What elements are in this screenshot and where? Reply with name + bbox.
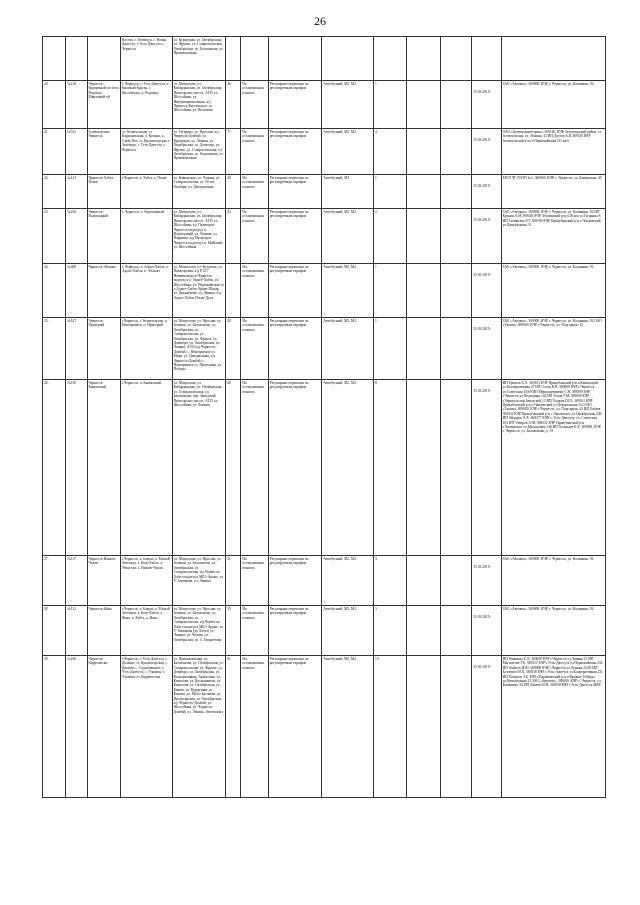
route-streets-text: ул. Матросова, ул. Ярослав, ул. Зеленая, ул. Балахонова, ул. Октябрьская, ул. Ставропольская, ул. Октябрьская, ул. Фрунзе, ул. Доватора, ул. Октябрьская, ул. Ленина, А155 а/д Черкесск-Домбай, с. Новоэркенск ул. Мира, ул. Центральная, а/д Черкесск-Домбай, с. Новоэркенск ул. Пригорная, ул. Победы xyxy=(173,319,223,372)
start-date xyxy=(472,264,501,318)
row-number xyxy=(43,380,66,556)
route-stops-text: г.Черкесск, а. Бавуко, а. Малый Зеленчук, а. Кош-Хабль, а. Увскутан, а. Ижмов-Чуяли xyxy=(121,557,170,570)
route-length xyxy=(226,380,241,556)
vehicle-class-text: 1 xyxy=(375,82,377,86)
row-number xyxy=(43,556,66,606)
route-reg-number xyxy=(66,129,87,175)
vehicle-class-text: 10 xyxy=(375,657,379,661)
vehicle-type xyxy=(322,656,374,798)
route-length-text: 20 xyxy=(227,319,231,323)
boarding-order xyxy=(241,209,268,264)
vehicle-class xyxy=(374,264,407,318)
start-date-text: 15.03.2017г xyxy=(473,217,491,222)
vehicle-type xyxy=(322,129,374,175)
start-date xyxy=(472,656,501,798)
row-number-text: 28 xyxy=(44,607,48,611)
carrier-info xyxy=(501,656,605,798)
vehicle-count xyxy=(407,209,440,264)
tariff-type xyxy=(268,37,322,81)
vehicle-type xyxy=(322,264,374,318)
row-number xyxy=(43,318,66,380)
carrier-info xyxy=(501,37,605,81)
vehicle-type-text: Автобусный, М2, М3, xyxy=(323,381,357,385)
vehicle-class-text: 3 xyxy=(375,607,377,611)
vehicle-count xyxy=(407,37,440,81)
route-reg-number xyxy=(66,656,87,798)
route-stops xyxy=(120,175,172,209)
boarding-order-text: На остановочных пунктах xyxy=(242,176,265,189)
page-number: 26 xyxy=(314,14,326,28)
route-streets-text: ул. Кавказская, ул. Ленина, ул. Ставропольская, ул. 50 лет Октября, ул. Центральная xyxy=(173,176,221,189)
tariff-type-text: Регулярные перевозки по регулируемым тарифам xyxy=(269,82,309,91)
start-date xyxy=(472,318,501,380)
boarding-order-text: На остановочных пунктах xyxy=(242,130,265,143)
route-length xyxy=(226,656,241,798)
tariff-type xyxy=(268,318,322,380)
boarding-order xyxy=(241,556,268,606)
route-name-text: Черкесск-Кавказский xyxy=(88,381,107,390)
route-stops-text: г.Черкесск, а. Хабез, а. Псыж xyxy=(121,176,167,180)
route-stops-text: ст. Зеленчукская, ст. Кардоникская, х. Кумыш, а. Сары-Тюз, ст. Красногорская, г. Зеленчук, г. Усть-Джегута, г. Черкесск xyxy=(121,130,171,152)
route-name xyxy=(87,656,120,798)
blank-cell xyxy=(440,81,471,129)
carrier-info xyxy=(501,318,605,380)
blank-cell xyxy=(440,175,471,209)
route-stops-text: г. Черкесск, п. Водопадный xyxy=(121,210,164,214)
route-streets xyxy=(172,81,226,129)
route-reg-number xyxy=(66,318,87,380)
vehicle-type xyxy=(322,380,374,556)
tariff-type xyxy=(268,656,322,798)
route-reg-number-text: №106 xyxy=(67,657,77,661)
blank-cell xyxy=(440,318,471,380)
vehicle-class-text: 4 xyxy=(375,130,377,134)
route-length xyxy=(226,175,241,209)
route-stops xyxy=(120,380,172,556)
vehicle-class xyxy=(374,175,407,209)
route-streets-text: ул. Курортная, ул. Октябрьская, ул. Фрунзе, ул. Ставропольская, Октябрьская, ул. Балахонова, ул. Привокзальная xyxy=(173,38,224,56)
row-number-text: 27. xyxy=(44,557,49,561)
start-date-text: 15.03.2017г xyxy=(473,388,491,393)
route-reg-number-text: №150 xyxy=(67,381,77,385)
vehicle-type-text: Автобусный, М2, М3, xyxy=(323,557,357,561)
route-length xyxy=(226,264,241,318)
route-length xyxy=(226,81,241,129)
start-date xyxy=(472,209,501,264)
vehicle-count xyxy=(407,380,440,556)
vehicle-count xyxy=(407,656,440,798)
route-name-text: Черкесск-Ижмов-Чуяли xyxy=(88,557,116,566)
table-row xyxy=(43,318,606,380)
row-number-text: 25. xyxy=(44,319,49,323)
tariff-type xyxy=(268,556,322,606)
vehicle-class-text: 3 xyxy=(375,557,377,561)
tariff-type-text: Регулярные перевозки по регулируемым тарифам xyxy=(269,210,309,219)
boarding-order xyxy=(241,175,268,209)
route-name-text: Черкесск-Жако xyxy=(88,607,112,611)
row-number-text: 22. xyxy=(44,176,49,180)
carrier-info-text: ЗАО «Автовок», 369000, КЧР, г. Черкесск, ул. Калинина, 92 ОАО «Таксик» 369000, КЧР, г.Черкесск, ул. Подгорная, 43 xyxy=(502,319,602,328)
row-number xyxy=(43,606,66,656)
route-length-text: 31 xyxy=(227,557,231,561)
route-stops xyxy=(120,656,172,798)
tariff-type-text: Регулярные перевозки по регулируемым тарифам xyxy=(269,557,309,566)
table-row xyxy=(43,264,606,318)
blank-cell xyxy=(440,606,471,656)
route-reg-number-text: №511 xyxy=(67,130,76,134)
boarding-order-text: На остановочных пунктах xyxy=(242,381,265,394)
route-stops xyxy=(120,556,172,606)
row-number xyxy=(43,175,66,209)
start-date-text: 15.03.2017г xyxy=(473,183,491,188)
boarding-order xyxy=(241,129,268,175)
tariff-type-text: Регулярные перевозки по регулируемым тарифам xyxy=(269,381,309,390)
route-name xyxy=(87,37,120,81)
route-streets-text: ул. Привокзальная, ул. Балахонова, ул. Октябрьская, ул. Ставропольская, ул. Фрунзе, ул. Доватора, ул. Октябрьская, ул. Кооперативная, Армасская, ул. Кизилова, ул. Космонавтов, ул. Кизилова, ул. Октябрьская, ул. Кавказ, ул. Курортная, ул. Кирова, ул. Мусы Батчаева, ул. Пролетарская, ул. Октябрьская, а/д Черкесск-Домбай, ул. Шоссейная, ул. Черкесск-Домбай, ул. Ленина, Автовокзал xyxy=(173,657,224,714)
route-reg-number xyxy=(66,606,87,656)
tariff-type-text: Регулярные перевозки по регулируемым тарифам xyxy=(269,657,309,666)
start-date-text: 15.03.2017г xyxy=(473,137,491,142)
row-number xyxy=(43,209,66,264)
tariff-type xyxy=(268,175,322,209)
route-name-text: Черкесск-Пригорый xyxy=(88,319,105,328)
table-row xyxy=(43,656,606,798)
vehicle-class xyxy=(374,37,407,81)
start-date-text: 15.03.2017г xyxy=(473,664,491,669)
tariff-type xyxy=(268,81,322,129)
route-stops xyxy=(120,81,172,129)
route-streets xyxy=(172,175,226,209)
route-reg-number-text: №121 xyxy=(67,176,77,180)
boarding-order-text: На остановочных пунктах xyxy=(242,82,265,95)
row-number-text: 23. xyxy=(44,210,49,214)
row-number-text: 26. xyxy=(44,381,49,385)
blank-cell xyxy=(440,129,471,175)
route-streets xyxy=(172,318,226,380)
row-number xyxy=(43,264,66,318)
table-row xyxy=(43,37,606,81)
table-row xyxy=(43,606,606,656)
boarding-order-text: На остановочных пунктах xyxy=(242,607,265,620)
route-streets xyxy=(172,209,226,264)
blank-cell xyxy=(440,380,471,556)
tariff-type xyxy=(268,264,322,318)
tariff-type xyxy=(268,209,322,264)
route-stops xyxy=(120,318,172,380)
table-row xyxy=(43,209,606,264)
carrier-info xyxy=(501,175,605,209)
route-reg-number-text: №106 xyxy=(67,210,77,214)
tariff-type-text: Регулярные перевозки по регулируемым тарифам xyxy=(269,319,309,328)
route-reg-number xyxy=(66,37,87,81)
route-streets xyxy=(172,656,226,798)
route-stops-text: г. Черкесск, а. Адыге-Хабль, а. Адыге-Хабль, п. Абазакт xyxy=(121,265,169,274)
row-number-text: 29. xyxy=(44,657,49,661)
route-name xyxy=(87,264,120,318)
route-stops xyxy=(120,129,172,175)
vehicle-class xyxy=(374,556,407,606)
boarding-order-text: На остановочных пунктах xyxy=(242,557,265,570)
vehicle-class xyxy=(374,606,407,656)
route-stops xyxy=(120,37,172,81)
tariff-type-text: Регулярные перевозки по регулируемым тарифам xyxy=(269,607,309,616)
route-stops-text: Восток, г. Зеленчук, с. Новая Джегута, г. Усть-Джегута, г. Черкесск xyxy=(121,38,167,51)
boarding-order xyxy=(241,606,268,656)
vehicle-type-text: Автобусный, М2, М3, xyxy=(323,130,357,134)
boarding-order xyxy=(241,81,268,129)
start-date-text: 15.03.2017г xyxy=(473,614,491,619)
blank-cell xyxy=(440,556,471,606)
route-reg-number-text: №117 xyxy=(67,557,76,561)
route-stops-text: г.Черкесск, п. Кавказский xyxy=(121,381,161,385)
vehicle-count xyxy=(407,81,440,129)
route-length-text: 46 xyxy=(227,82,231,86)
vehicle-type-text: Автобусный, М2, М3, xyxy=(323,319,357,323)
boarding-order-text: На остановочных пунктах xyxy=(242,657,265,670)
carrier-info xyxy=(501,81,605,129)
start-date xyxy=(472,380,501,556)
route-streets-text: ул. Матросова, ул. Ярослав, ул. Зеленая, ул. Балахонова, ул. Октябрьская, ул. Ставропольская, а/д Черкесск-Хабез подъезд к МБЭ Арыко, ул. У. Хапмкова, ул. Ленина xyxy=(173,557,224,584)
start-date xyxy=(472,129,501,175)
route-streets xyxy=(172,556,226,606)
route-length-text: 81 xyxy=(227,657,231,661)
route-name xyxy=(87,556,120,606)
boarding-order xyxy=(241,380,268,556)
vehicle-type xyxy=(322,37,374,81)
carrier-info xyxy=(501,606,605,656)
route-name xyxy=(87,380,120,556)
routes-table xyxy=(42,36,606,798)
route-streets xyxy=(172,380,226,556)
route-name xyxy=(87,318,120,380)
start-date-text: 15.03.2017г xyxy=(473,326,491,331)
vehicle-type-text: Автобусный, М2, М3, xyxy=(323,607,357,611)
route-stops-text: г.Черкесск, а. Бавуко, а. Малый Зеленчук, а. Кош-Хабль, а. Жако, а. Хабез, а. Жако xyxy=(121,607,170,620)
route-name-text: Черкесск-Водопадный xyxy=(88,210,108,219)
vehicle-class xyxy=(374,81,407,129)
route-length-text: 71 xyxy=(227,130,231,134)
route-length xyxy=(226,606,241,656)
route-reg-number xyxy=(66,175,87,209)
route-stops xyxy=(120,606,172,656)
vehicle-type xyxy=(322,606,374,656)
route-stops-text: г. Черкесск, г. Усть-Джегута, п. Красный Курган, г. Кисловодск, а. Водовод xyxy=(121,82,170,95)
tariff-type-text: Регулярные перевозки по регулируемым тарифам xyxy=(269,265,309,274)
route-name xyxy=(87,81,120,129)
route-reg-number-text: №408 xyxy=(67,265,77,269)
row-number-text: 21 xyxy=(44,130,48,134)
route-reg-number-text: №147 xyxy=(67,319,77,323)
boarding-order xyxy=(241,318,268,380)
route-streets-text: ул. Матросова, ул. Кабардинская, ул. Октябрьская, Пятигорское шоссе, А155 ул. Шоссейная, ул. Интернациональная, а/д Черкесск-Кисловодск, ул. Шоссейная, ул. Кизилова xyxy=(173,82,223,113)
boarding-order-text: На остановочных пунктах xyxy=(242,265,265,278)
carrier-info-text: ОАО «Зеленчукавтотранс» 369140, КЧР, Зеленчукский район, ст. Зеленчукская, ул. Ленина, 43 ИП Доутов Б.И 369140 КЧР Зеленчукский р-н ст.Первомайская 111 кв.6 xyxy=(502,130,602,143)
start-date-text: 15.03.2017г xyxy=(473,89,491,94)
route-length xyxy=(226,129,241,175)
start-date xyxy=(472,556,501,606)
vehicle-count xyxy=(407,175,440,209)
vehicle-count xyxy=(407,129,440,175)
route-reg-number xyxy=(66,81,87,129)
vehicle-count xyxy=(407,606,440,656)
route-stops xyxy=(120,264,172,318)
route-length xyxy=(226,37,241,81)
carrier-info xyxy=(501,380,605,556)
route-name-text: Черкесск-Хабез-Псыж xyxy=(88,176,114,185)
route-length-text: 20 xyxy=(227,381,231,385)
tariff-type-text: Регулярные перевозки по регулируемым тарифам xyxy=(269,176,309,185)
route-length xyxy=(226,318,241,380)
table-row xyxy=(43,81,606,129)
route-streets-text: ул. Гагарина, ул. Ярослав, а/д Черкесск-Домбай, ул. Курортная, ул. Ленина, ул. Октябрьская, ул. Доватора, ул. Фрунзе, ул. Ставропольская, ул. Октябрьская, ул. Балахонова, ул. Привокзальная xyxy=(173,130,224,161)
carrier-info xyxy=(501,129,605,175)
boarding-order-text: На остановочных пунктах xyxy=(242,210,265,223)
vehicle-type-text: Автобусный, М3, xyxy=(323,176,350,180)
route-name xyxy=(87,175,120,209)
blank-cell xyxy=(440,37,471,81)
route-reg-number xyxy=(66,380,87,556)
vehicle-type-text: Автобусный, М2, М3, xyxy=(323,265,357,269)
vehicle-class-text: 1 xyxy=(375,265,377,269)
route-stops xyxy=(120,209,172,264)
route-streets-text: ул. Матросова, ул. Кабардинская, ул. Октябрьская, Пятигорское шоссе, А155 ул. Шоссейная, а/д Пятигорск-Черкесск подъезд к п. Водопадный, ул. Ленина, ул. Парковая, а/д Пятигорск-Черкесск подъезд к п. Майский, ул. Шоссейная xyxy=(173,210,223,250)
tariff-type-text: Регулярные перевозки по регулируемым тарифам xyxy=(269,130,309,139)
start-date xyxy=(472,37,501,81)
carrier-info-text: ЗАО «Автовок», 369000, КЧР, г. Черкесск, ул. Калинина, 92 ИП Куркин А.М 369140 КЧР Абазинский р-н п.Псыж ул.Гагарина 8 ИП Темиргаев Р.Т. 369160 КЧР Прикубанский р-н х.Чапаевский ул.Центральная 31 xyxy=(502,210,601,228)
route-length-text: 20 xyxy=(227,176,231,180)
carrier-info-text: ЗАО «Автовок», 369000, КЧР, г. Черкесск, ул. Калинина, 92 xyxy=(502,82,594,86)
vehicle-type xyxy=(322,209,374,264)
tariff-type xyxy=(268,606,322,656)
vehicle-type-text: Автобусный, М2, М3, xyxy=(323,82,357,86)
row-number xyxy=(43,129,66,175)
route-stops-text: г.Черкесск, г. Усть-Джегута, с. Дальнее, ст. Красногорская, с. Ильичи, с. Садоковицкое, г. Усть-Джегута, с. Учкекен, г. Учкекен, ст. Коррешески xyxy=(121,657,168,679)
table-row xyxy=(43,556,606,606)
route-length-text: 35 xyxy=(227,607,231,611)
start-date xyxy=(472,606,501,656)
routes-table-body xyxy=(43,37,606,798)
row-number xyxy=(43,37,66,81)
vehicle-class-text: 1 xyxy=(375,319,377,323)
vehicle-count xyxy=(407,264,440,318)
route-streets xyxy=(172,264,226,318)
vehicle-class-text: 2 xyxy=(375,210,377,214)
route-reg-number xyxy=(66,556,87,606)
start-date xyxy=(472,81,501,129)
carrier-info xyxy=(501,264,605,318)
route-reg-number xyxy=(66,264,87,318)
boarding-order xyxy=(241,264,268,318)
vehicle-type xyxy=(322,81,374,129)
table-row xyxy=(43,380,606,556)
route-name xyxy=(87,606,120,656)
vehicle-count xyxy=(407,318,440,380)
table-row xyxy=(43,175,606,209)
vehicle-type xyxy=(322,556,374,606)
route-length xyxy=(226,556,241,606)
table-row xyxy=(43,129,606,175)
vehicle-class xyxy=(374,318,407,380)
route-length xyxy=(226,209,241,264)
route-name xyxy=(87,209,120,264)
vehicle-count xyxy=(407,556,440,606)
carrier-info-text: МУП ЧГ ПАТП №1, 369000, КЧР, г. Черкесск, ул. Кавказская, 40 xyxy=(502,176,602,180)
route-name-text: Зеленчукская-Черкесск xyxy=(88,130,111,139)
carrier-info-text: ИП Ревякина Е.А. 369000 КЧР г.Черкесск ул.Ленина 15 ИП Магометов У.Б. 369311 КЧР г.Усть-Джегута ул.Первомайская 236 ИП Амбиев Н.Ш. 369000 КЧР г.Черкесск ул.Ленина 214/8 ИП Ботаевич М.Х. 369338 КЧР г.Усть-Джегута ул.Кооперативная 231 ИП Хаптров Э.Б. КЧР г.Карачаевский р-н п.Правые Теберда ул.Центральная 15 ЗАО «Автовок», 369000, КЧР, г. Черкесск, ул. Калинина, 92 ИП Лакеев М.Н. 369358 КЧР г.Усть-Джегута МКР xyxy=(502,657,603,688)
vehicle-type xyxy=(322,175,374,209)
route-streets-text: ул. Матросова, ул. Кутукова, ул. Пятигорская, а/д Р-217 Невинномысск-Черкесск подъезд к а. Адыге-Хабль, ул. Шоссейная, ул. Первомайская, а/д Адыге-Хабль-Эркен-Шахар, ул. Дикаабаева, ул. Ленина, а/д Адыге-Хабль-Псыж-Дуса xyxy=(173,265,225,300)
vehicle-type xyxy=(322,318,374,380)
route-stops-text: г.Черкесск, г. Зеленчукская, п. Новоэркенск, п. Пригорый xyxy=(121,319,168,328)
carrier-info-text: ЗАО «Автовок», 369000, КЧР, г. Черкесск, ул. Калинина, 92 xyxy=(502,265,594,269)
blank-cell xyxy=(440,209,471,264)
vehicle-class-text: 8 xyxy=(375,381,377,385)
blank-cell xyxy=(440,264,471,318)
vehicle-type-text: Автобусный, М2, М3, xyxy=(323,657,357,661)
vehicle-class xyxy=(374,380,407,556)
route-streets xyxy=(172,606,226,656)
carrier-info xyxy=(501,209,605,264)
vehicle-class xyxy=(374,209,407,264)
carrier-info xyxy=(501,556,605,606)
start-date-text: 15.03.2017г xyxy=(473,564,491,569)
vehicle-class-text: 1 xyxy=(375,176,377,180)
route-streets-text: ул. Матросова, ул. Кабардинская, ул. Октябрьская, ул. Ставропольская, ул. Балахонова, пер. Заводской, Пятигорское шоссе, А155 ул. Шоссейная, ул. Ленина xyxy=(173,381,223,408)
route-name xyxy=(87,129,120,175)
route-name-text: Черкесск-Курортный посёлок Водопад Мвиловый-хй xyxy=(88,82,119,100)
row-number xyxy=(43,656,66,798)
route-streets xyxy=(172,37,226,81)
boarding-order-text: На остановочных пунктах xyxy=(242,319,265,332)
vehicle-class xyxy=(374,129,407,175)
route-reg-number xyxy=(66,209,87,264)
blank-cell xyxy=(440,656,471,798)
row-number-text: 24. xyxy=(44,265,49,269)
tariff-type xyxy=(268,129,322,175)
carrier-info-text: ЗАО «Автовок», 369000, КЧР, г. Черкесск, ул. Калинина, 92 xyxy=(502,557,594,561)
route-reg-number-text: №112 xyxy=(67,607,76,611)
route-streets-text: ул. Матросова, ул. Ярослав, ул. Зеленая, ул. Балахонова, ул. Октябрьская, ул. Ставропольская, а/д Черкесск-Хабез подъезд к МБЭ Арыко, ул. У. Хапмкова (до Хабез) ул. Ленина, ул. Чехова, ул. Октябрьская, ул. З. Апараттова xyxy=(173,607,224,642)
tariff-type xyxy=(268,380,322,556)
carrier-info-text: ИП Ерешов Х.Х. 369161 КЧР Прикубанский р-н п.Кавказский ул.Кооперативная 27 ИП Охтов В.В. 369000 КЧР г.Черкесск ул.Советская 34/69 ИП Меркушевичева С.Н. 369000 КЧР г.Черкесск ул.Подгорная 143 ИП Тохов У.М. 369000 КЧР г.Черкесск пер.Заводской 13 ИП Хаджев Ш.Х. 369161 КЧР Прикубанский р-н п.Чапаевский ул.Центральная 312 ОАО «Таксик» 369000, КЧР, г.Черкесск, ул. Подгорная, 43 ИП Бабаев 369032 КЧР Прикубанский р-н с.Чапаевское ул.Октябрьская 236 ИП Айдаров А.Х. 369377 КЧР, г. Усть-Джегута, ул. Советская, 105 ИП Узеиров А.М. 369032 КЧР Прикубанский р-н с.Чапаевское ул.Махадгаева 148 ИП Хальпаев Б.Х. 369000, КЧР, г. Черкесск, ул. Балахонова, д. 19 xyxy=(502,381,602,434)
row-number xyxy=(43,81,66,129)
route-name-text: Черкесск-Коррешески xyxy=(88,657,108,666)
route-length-text: 43 xyxy=(227,210,231,214)
vehicle-type-text: Автобусный, М2, М3, xyxy=(323,210,357,214)
start-date xyxy=(472,175,501,209)
route-name-text: Черкесск-Абазакт xyxy=(88,265,116,269)
boarding-order xyxy=(241,37,268,81)
start-date-text: 15.03.2017г xyxy=(473,272,491,277)
carrier-info-text: ЗАО «Автовок», 369000, КЧР, г. Черкесск, ул. Калинина, 92 xyxy=(502,607,594,611)
route-streets xyxy=(172,129,226,175)
route-reg-number-text: №110 xyxy=(67,82,76,86)
boarding-order xyxy=(241,656,268,798)
row-number-text: 20. xyxy=(44,82,49,86)
vehicle-class xyxy=(374,656,407,798)
